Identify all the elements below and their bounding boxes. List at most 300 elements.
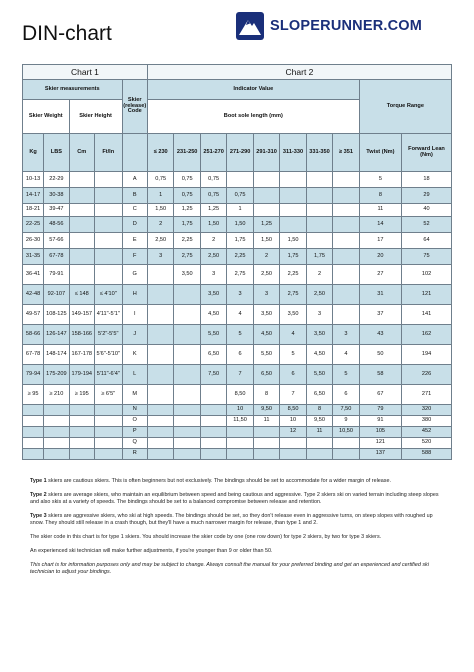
weight-lbs-cell: 148-174 — [44, 345, 69, 365]
din-value-cell — [333, 449, 359, 460]
height-ftin-cell: ≥ 6'5" — [94, 385, 122, 405]
boot-sole-length-header: Boot sole length (mm) — [147, 100, 359, 134]
weight-lbs-cell — [44, 416, 69, 427]
din-value-cell — [174, 416, 200, 427]
weight-kg-cell — [23, 427, 44, 438]
twist-cell: 137 — [359, 449, 401, 460]
din-value-cell — [253, 204, 279, 217]
bsl-header: 271-290 — [227, 134, 253, 172]
weight-kg-cell: 22-25 — [23, 217, 44, 233]
skier-code-cell: N — [122, 405, 147, 416]
twist-cell: 31 — [359, 285, 401, 305]
din-value-cell — [333, 204, 359, 217]
height-cm-cell — [69, 233, 94, 249]
din-value-cell: 0,75 — [227, 188, 253, 204]
din-value-cell — [147, 416, 173, 427]
table-row — [23, 172, 452, 188]
sloperunner-logo[interactable] — [236, 12, 422, 40]
din-value-cell: 6,50 — [200, 345, 226, 365]
skier-measurements-header: Skier measurements — [23, 80, 123, 100]
twist-cell: 5 — [359, 172, 401, 188]
din-value-cell — [333, 233, 359, 249]
weight-lbs-cell: 57-66 — [44, 233, 69, 249]
forward-lean-header: Forward Lean (Nm) — [402, 134, 452, 172]
forward-lean-cell: 520 — [402, 438, 452, 449]
table-row — [23, 188, 452, 204]
mountain-logo-icon — [236, 12, 264, 40]
twist-cell: 121 — [359, 438, 401, 449]
height-ftin-cell — [94, 438, 122, 449]
weight-kg-cell: 18-21 — [23, 204, 44, 217]
din-value-cell: 10 — [280, 416, 306, 427]
skier-code-cell: O — [122, 416, 147, 427]
weight-lbs-cell: 175-209 — [44, 365, 69, 385]
height-ftin-cell — [94, 217, 122, 233]
din-value-cell — [333, 188, 359, 204]
skier-code-cell: H — [122, 285, 147, 305]
height-ftin-cell — [94, 204, 122, 217]
din-value-cell: 1,50 — [253, 233, 279, 249]
din-value-cell — [306, 217, 332, 233]
weight-kg-cell: 31-35 — [23, 249, 44, 265]
din-value-cell: 5,50 — [306, 365, 332, 385]
din-value-cell — [200, 416, 226, 427]
table-row — [23, 427, 452, 438]
forward-lean-cell: 102 — [402, 265, 452, 285]
din-value-cell: 11,50 — [227, 416, 253, 427]
din-value-cell: 1,25 — [253, 217, 279, 233]
kg-header: Kg — [23, 134, 44, 172]
disclaimer: This chart is for information purposes only and may be subject to change. Always consult the manual for your preferred binding and get an experienced and certified ski technician to adjust your bindings. — [30, 562, 429, 576]
din-value-cell: 6 — [227, 345, 253, 365]
din-chart-table — [22, 64, 452, 460]
din-value-cell — [280, 188, 306, 204]
skier-code-cell: L — [122, 365, 147, 385]
din-value-cell — [227, 438, 253, 449]
weight-lbs-cell — [44, 427, 69, 438]
table-row — [23, 285, 452, 305]
forward-lean-cell: 18 — [402, 172, 452, 188]
height-cm-cell: ≤ 148 — [69, 285, 94, 305]
din-value-cell — [333, 265, 359, 285]
table-row — [23, 438, 452, 449]
din-value-cell: 3 — [253, 285, 279, 305]
weight-kg-cell: 36-41 — [23, 265, 44, 285]
din-value-cell: 2 — [306, 265, 332, 285]
din-value-cell: 2,50 — [253, 265, 279, 285]
forward-lean-cell: 29 — [402, 188, 452, 204]
din-value-cell: 1,50 — [280, 233, 306, 249]
height-cm-cell — [69, 438, 94, 449]
din-value-cell — [200, 405, 226, 416]
forward-lean-cell: 141 — [402, 305, 452, 325]
weight-kg-cell: 67-78 — [23, 345, 44, 365]
chart2-header: Chart 2 — [147, 65, 451, 80]
type3-note: Type 3 skiers are aggressive skiers, who ski at high speeds. The bindings should be set, so they don't release even in aggressive turns, on steep slopes with roughed up snow. They should still release in a crash though, but they'll have a much narrower margin for release, than type 1 and 2. — [30, 513, 433, 527]
din-value-cell: 2,75 — [174, 249, 200, 265]
weight-lbs-cell: 126-147 — [44, 325, 69, 345]
technician-note: An experienced ski technician will make further adjustments, if you're younger than 9 or older than 50. — [30, 548, 273, 555]
skier-height-header: Skier Height — [69, 100, 122, 134]
table-row — [23, 405, 452, 416]
din-value-cell — [253, 172, 279, 188]
din-value-cell — [174, 365, 200, 385]
forward-lean-cell: 121 — [402, 285, 452, 305]
table-row — [23, 249, 452, 265]
twist-cell: 50 — [359, 345, 401, 365]
din-value-cell: 0,75 — [200, 172, 226, 188]
type1-note: Type 1 skiers are cautious skiers. This is often beginners but not exclusively. The bindings should be set to accommodate for a wider margin of release. — [30, 478, 391, 484]
din-value-cell — [147, 265, 173, 285]
din-value-cell: 3,50 — [174, 265, 200, 285]
forward-lean-cell: 40 — [402, 204, 452, 217]
din-value-cell: 3 — [333, 325, 359, 345]
din-value-cell: 0,75 — [200, 188, 226, 204]
din-value-cell: 1,50 — [200, 217, 226, 233]
height-ftin-cell — [94, 249, 122, 265]
din-value-cell: 7,50 — [333, 405, 359, 416]
din-value-cell: 2,75 — [227, 265, 253, 285]
height-cm-cell — [69, 188, 94, 204]
twist-cell: 58 — [359, 365, 401, 385]
twist-cell: 20 — [359, 249, 401, 265]
height-ftin-cell: 5'2"-5'5" — [94, 325, 122, 345]
skier-code-cell: C — [122, 204, 147, 217]
din-value-cell — [147, 285, 173, 305]
chart1-header: Chart 1 — [23, 65, 148, 80]
din-value-cell — [253, 438, 279, 449]
weight-kg-cell: 79-94 — [23, 365, 44, 385]
weight-kg-cell — [23, 438, 44, 449]
din-value-cell: 0,75 — [147, 172, 173, 188]
twist-cell: 67 — [359, 385, 401, 405]
din-value-cell: 0,75 — [174, 172, 200, 188]
skier-code-cell: P — [122, 427, 147, 438]
forward-lean-cell: 52 — [402, 217, 452, 233]
skier-code-cell: F — [122, 249, 147, 265]
din-value-cell — [147, 325, 173, 345]
weight-kg-cell: ≥ 95 — [23, 385, 44, 405]
forward-lean-cell: 380 — [402, 416, 452, 427]
din-value-cell — [147, 405, 173, 416]
weight-lbs-cell: 67-78 — [44, 249, 69, 265]
lbs-header: LBS — [44, 134, 69, 172]
height-cm-cell: 149-157 — [69, 305, 94, 325]
din-value-cell — [227, 172, 253, 188]
logo-text: SLOPERUNNER.COM — [270, 18, 423, 34]
twist-cell: 17 — [359, 233, 401, 249]
din-value-cell: 11 — [253, 416, 279, 427]
height-cm-cell: 158-166 — [69, 325, 94, 345]
skier-code-header: Skier (release) Code — [122, 80, 147, 134]
weight-lbs-cell — [44, 438, 69, 449]
din-value-cell — [280, 172, 306, 188]
forward-lean-cell: 271 — [402, 385, 452, 405]
weight-lbs-cell: 30-38 — [44, 188, 69, 204]
skier-code-cell: D — [122, 217, 147, 233]
din-value-cell — [174, 405, 200, 416]
din-value-cell: 5,50 — [253, 345, 279, 365]
din-value-cell: 1 — [227, 204, 253, 217]
skier-code-cell: I — [122, 305, 147, 325]
din-value-cell: 6,50 — [253, 365, 279, 385]
din-value-cell: 4 — [227, 305, 253, 325]
din-value-cell: 9,50 — [253, 405, 279, 416]
din-value-cell — [306, 172, 332, 188]
din-value-cell: 2,50 — [200, 249, 226, 265]
height-cm-cell — [69, 217, 94, 233]
bsl-header: 231-250 — [174, 134, 200, 172]
table-row — [23, 385, 452, 405]
bsl-header: 251-270 — [200, 134, 226, 172]
din-value-cell: 12 — [280, 427, 306, 438]
table-row — [23, 416, 452, 427]
weight-lbs-cell: 108-125 — [44, 305, 69, 325]
din-value-cell: 7 — [280, 385, 306, 405]
height-cm-cell: 179-194 — [69, 365, 94, 385]
din-value-cell: 0,75 — [174, 188, 200, 204]
din-value-cell — [333, 172, 359, 188]
skier-code-cell: M — [122, 385, 147, 405]
din-value-cell: 9,50 — [306, 416, 332, 427]
din-value-cell: 1,75 — [306, 249, 332, 265]
din-value-cell — [280, 449, 306, 460]
weight-kg-cell: 49-57 — [23, 305, 44, 325]
height-ftin-cell: 5'11"-6'4" — [94, 365, 122, 385]
din-value-cell: 1,50 — [227, 217, 253, 233]
twist-cell: 14 — [359, 217, 401, 233]
height-cm-cell — [69, 449, 94, 460]
din-value-cell — [147, 305, 173, 325]
din-value-cell: 4 — [333, 345, 359, 365]
din-value-cell: 1,75 — [280, 249, 306, 265]
table-row — [23, 365, 452, 385]
din-value-cell — [227, 427, 253, 438]
din-value-cell — [333, 285, 359, 305]
din-value-cell: 3 — [306, 305, 332, 325]
din-value-cell — [227, 449, 253, 460]
skier-code-cell: Q — [122, 438, 147, 449]
din-value-cell — [253, 188, 279, 204]
din-value-cell: 2,25 — [174, 233, 200, 249]
height-cm-cell — [69, 405, 94, 416]
table-row — [23, 265, 452, 285]
din-value-cell: 4,50 — [200, 305, 226, 325]
din-value-cell — [333, 249, 359, 265]
height-ftin-cell — [94, 427, 122, 438]
code-subheader — [122, 134, 147, 172]
table-row — [23, 305, 452, 325]
height-ftin-cell — [94, 233, 122, 249]
din-value-cell: 2,25 — [227, 249, 253, 265]
twist-cell: 105 — [359, 427, 401, 438]
twist-cell: 79 — [359, 405, 401, 416]
weight-kg-cell: 14-17 — [23, 188, 44, 204]
skier-weight-header: Skier Weight — [23, 100, 70, 134]
din-value-cell — [306, 188, 332, 204]
forward-lean-cell: 75 — [402, 249, 452, 265]
bsl-header: ≤ 230 — [147, 134, 173, 172]
din-value-cell — [333, 305, 359, 325]
forward-lean-cell: 452 — [402, 427, 452, 438]
din-value-cell — [280, 438, 306, 449]
din-value-cell: 5 — [227, 325, 253, 345]
din-value-cell — [200, 427, 226, 438]
din-value-cell — [280, 217, 306, 233]
din-value-cell: 6,50 — [306, 385, 332, 405]
din-value-cell — [174, 385, 200, 405]
bsl-header: ≥ 351 — [333, 134, 359, 172]
din-value-cell — [147, 427, 173, 438]
skier-code-cell: R — [122, 449, 147, 460]
skier-code-cell: J — [122, 325, 147, 345]
din-value-cell: 3,50 — [306, 325, 332, 345]
weight-lbs-cell — [44, 449, 69, 460]
din-value-cell: 5 — [333, 365, 359, 385]
page-title: DIN-chart — [22, 22, 112, 45]
din-value-cell: 8 — [253, 385, 279, 405]
din-table-body — [23, 172, 452, 460]
twist-cell: 27 — [359, 265, 401, 285]
weight-lbs-cell: 79-91 — [44, 265, 69, 285]
skier-code-cell: E — [122, 233, 147, 249]
din-value-cell: 3,50 — [200, 285, 226, 305]
height-cm-cell — [69, 427, 94, 438]
table-row — [23, 217, 452, 233]
din-value-cell — [147, 449, 173, 460]
skier-code-cell: A — [122, 172, 147, 188]
type2-note: Type 2 skiers are average skiers, who maintain an equilibrium between speed and being cautious and aggressive. Type 2 skiers ski on varied terrain including steep slopes and also skis at a variety of speeds. The bindings should be set to a balanced compromise between release and retention. — [30, 492, 439, 506]
din-value-cell: 8,50 — [280, 405, 306, 416]
height-ftin-cell — [94, 172, 122, 188]
indicator-value-header: Indicator Value — [147, 80, 359, 100]
din-value-cell — [253, 449, 279, 460]
height-cm-cell — [69, 249, 94, 265]
din-value-cell: 1,25 — [174, 204, 200, 217]
table-row — [23, 449, 452, 460]
height-cm-cell — [69, 265, 94, 285]
skier-code-cell: K — [122, 345, 147, 365]
height-ftin-cell — [94, 188, 122, 204]
notes-section — [30, 478, 446, 583]
din-value-cell — [174, 325, 200, 345]
din-value-cell: 6 — [333, 385, 359, 405]
twist-cell: 11 — [359, 204, 401, 217]
din-value-cell: 1 — [147, 188, 173, 204]
din-value-cell — [306, 449, 332, 460]
weight-kg-cell — [23, 449, 44, 460]
din-value-cell: 5 — [280, 345, 306, 365]
cm-header: Cm — [69, 134, 94, 172]
weight-kg-cell: 26-30 — [23, 233, 44, 249]
din-value-cell: 2 — [147, 217, 173, 233]
ftin-header: Ft/In — [94, 134, 122, 172]
weight-lbs-cell: ≥ 210 — [44, 385, 69, 405]
din-value-cell: 3 — [200, 265, 226, 285]
weight-lbs-cell: 22-29 — [44, 172, 69, 188]
din-value-cell: 6 — [280, 365, 306, 385]
height-ftin-cell — [94, 405, 122, 416]
height-ftin-cell — [94, 265, 122, 285]
height-ftin-cell — [94, 416, 122, 427]
din-value-cell: 8,50 — [227, 385, 253, 405]
table-row — [23, 204, 452, 217]
din-value-cell — [333, 217, 359, 233]
forward-lean-cell: 588 — [402, 449, 452, 460]
din-value-cell — [174, 449, 200, 460]
din-value-cell — [200, 449, 226, 460]
twist-header: Twist (Nm) — [359, 134, 401, 172]
table-row — [23, 325, 452, 345]
twist-cell: 37 — [359, 305, 401, 325]
din-value-cell: 1,50 — [147, 204, 173, 217]
din-value-cell — [174, 285, 200, 305]
din-value-cell: 5,50 — [200, 325, 226, 345]
height-ftin-cell: ≤ 4'10" — [94, 285, 122, 305]
din-value-cell: 3 — [227, 285, 253, 305]
twist-cell: 8 — [359, 188, 401, 204]
din-value-cell — [306, 438, 332, 449]
din-value-cell: 9 — [333, 416, 359, 427]
din-value-cell: 10,50 — [333, 427, 359, 438]
din-value-cell: 1,75 — [227, 233, 253, 249]
weight-kg-cell: 58-66 — [23, 325, 44, 345]
din-value-cell — [147, 345, 173, 365]
din-value-cell: 1,25 — [200, 204, 226, 217]
table-row — [23, 233, 452, 249]
bsl-header: 331-350 — [306, 134, 332, 172]
din-value-cell: 2,75 — [280, 285, 306, 305]
skier-code-note: The skier code in this chart is for type 1 skiers. You should increase the skier code by one (one row down) for type 2 skiers, by two for type 3 skiers. — [30, 534, 382, 541]
height-ftin-cell: 5'6"-5'10" — [94, 345, 122, 365]
din-value-cell — [280, 204, 306, 217]
din-value-cell — [306, 204, 332, 217]
din-value-cell: 4,50 — [253, 325, 279, 345]
weight-lbs-cell: 48-56 — [44, 217, 69, 233]
din-value-cell: 11 — [306, 427, 332, 438]
din-value-cell: 1,75 — [174, 217, 200, 233]
weight-kg-cell: 42-48 — [23, 285, 44, 305]
din-value-cell — [333, 438, 359, 449]
din-value-cell: 3 — [147, 249, 173, 265]
din-value-cell — [174, 438, 200, 449]
height-cm-cell: 167-178 — [69, 345, 94, 365]
weight-kg-cell — [23, 405, 44, 416]
skier-code-cell: B — [122, 188, 147, 204]
din-value-cell — [147, 365, 173, 385]
height-cm-cell: ≥ 195 — [69, 385, 94, 405]
din-value-cell: 10 — [227, 405, 253, 416]
din-value-cell — [174, 345, 200, 365]
torque-range-header: Torque Range — [359, 80, 451, 134]
forward-lean-cell: 320 — [402, 405, 452, 416]
weight-lbs-cell: 92-107 — [44, 285, 69, 305]
din-value-cell — [200, 438, 226, 449]
din-value-cell — [174, 305, 200, 325]
din-value-cell: 7,50 — [200, 365, 226, 385]
weight-kg-cell: 10-13 — [23, 172, 44, 188]
skier-code-cell: G — [122, 265, 147, 285]
din-value-cell — [147, 385, 173, 405]
din-value-cell: 2 — [253, 249, 279, 265]
din-value-cell — [253, 427, 279, 438]
din-value-cell: 7 — [227, 365, 253, 385]
weight-lbs-cell: 39-47 — [44, 204, 69, 217]
height-ftin-cell: 4'11"-5'1" — [94, 305, 122, 325]
bsl-header: 291-310 — [253, 134, 279, 172]
weight-lbs-cell — [44, 405, 69, 416]
din-value-cell: 3,50 — [253, 305, 279, 325]
